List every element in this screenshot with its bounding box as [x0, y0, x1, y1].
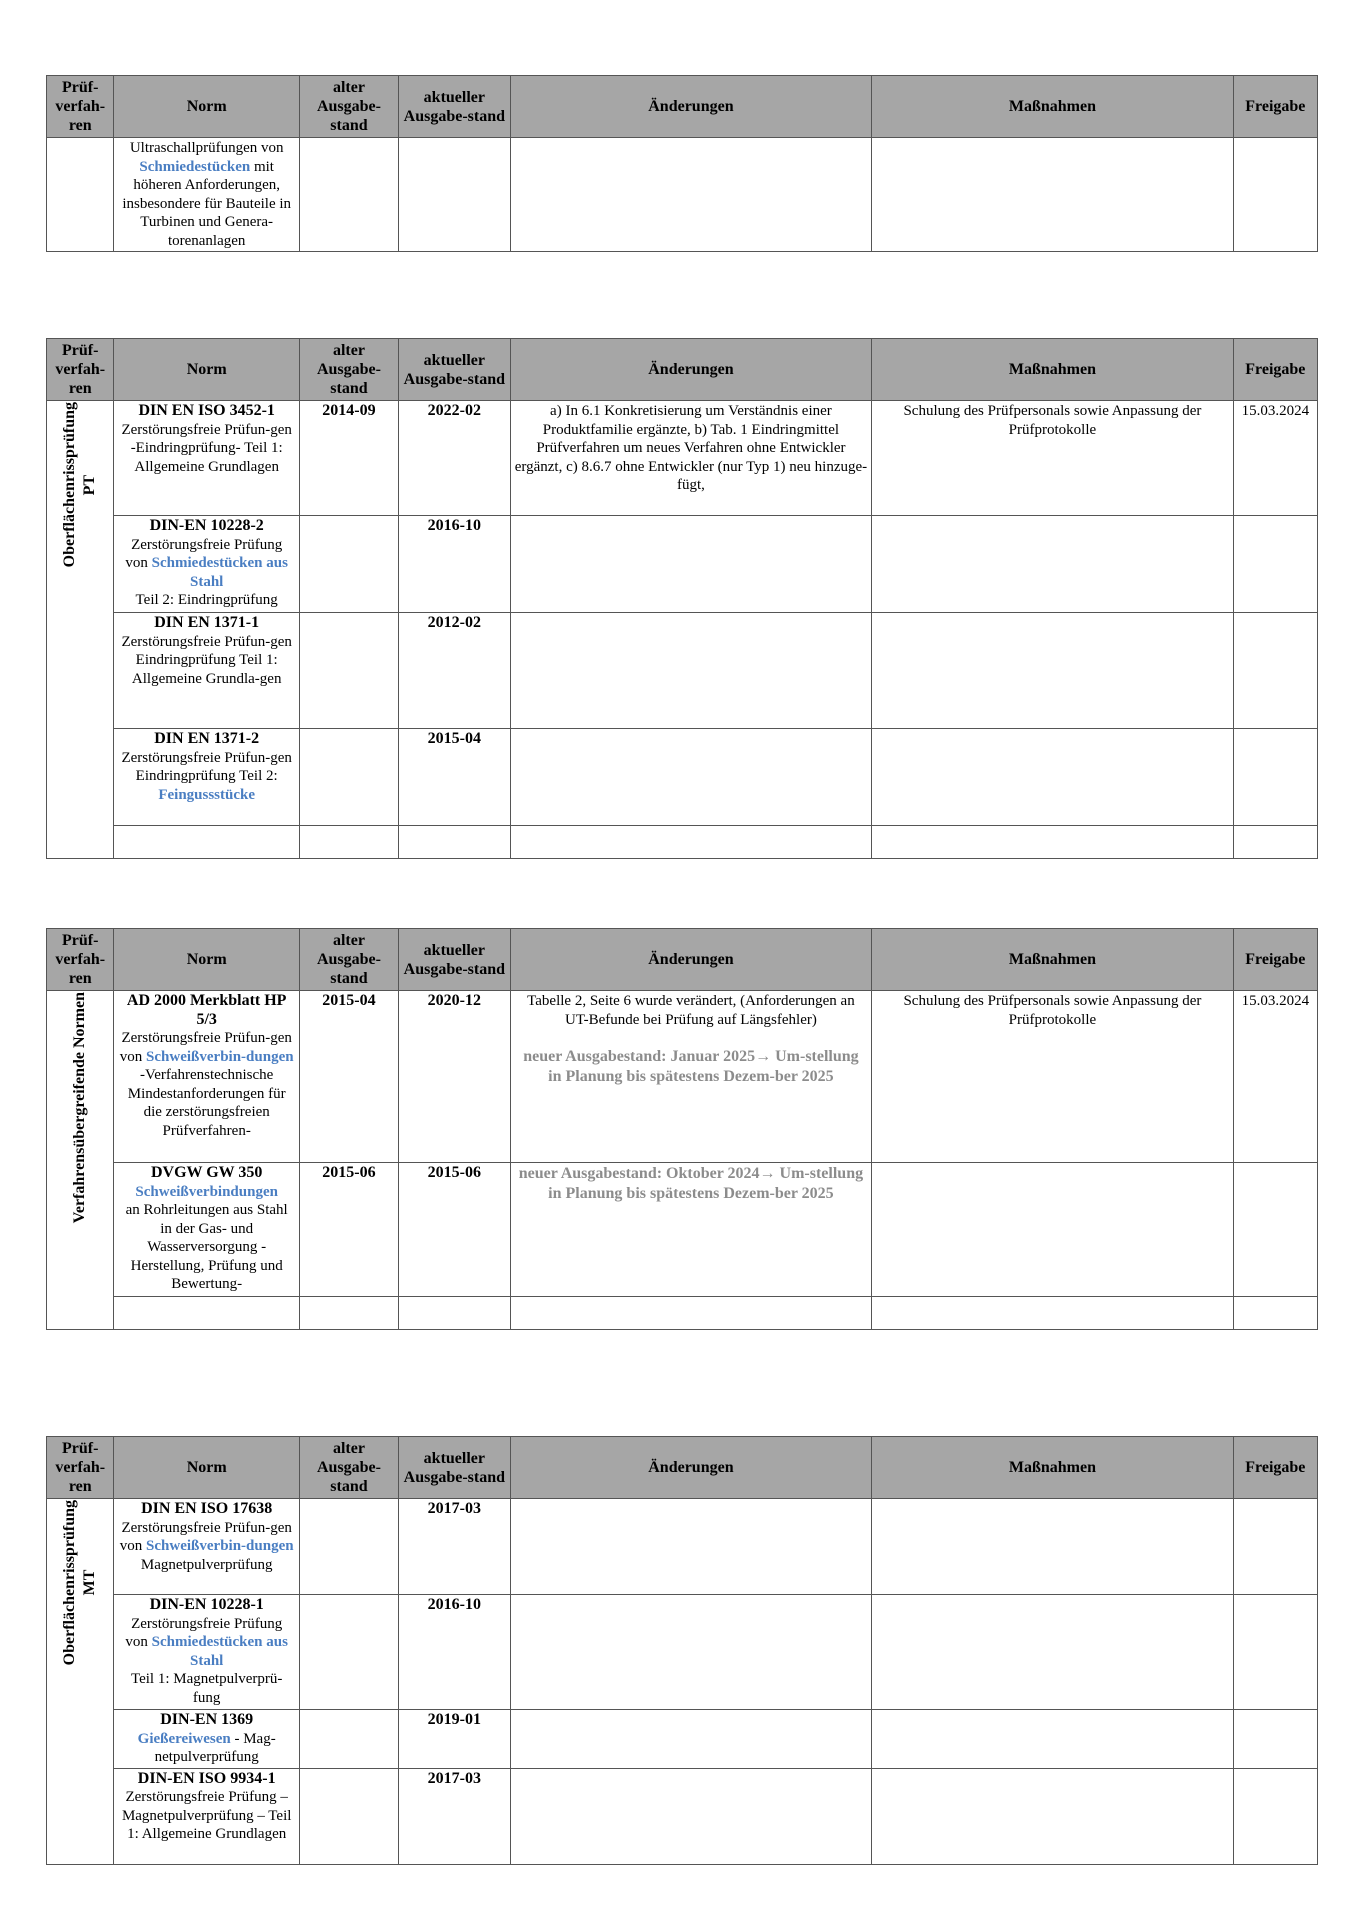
table-row: [47, 138, 1318, 252]
table-row: [47, 729, 1318, 826]
table-row: [47, 1595, 1318, 1710]
header-verfahren: Prüf-verfah-ren: [47, 339, 114, 401]
norm-cell: DIN-EN 10228-2 Zerstörungsfreie Prüfung von Schmiedestücken aus Stahl Teil 2: Eindringprüfung: [114, 516, 299, 613]
aenderungen-text: neuer Ausgabestand: Oktober 2024→ Um-stellung in Planung bis spätestens Dezem-ber 2025: [510, 1163, 871, 1297]
header-norm: Norm: [114, 339, 299, 401]
table-ut: [46, 75, 1318, 252]
header-aenderungen: Änderungen: [510, 1437, 871, 1499]
freigabe-date: 15.03.2024: [1233, 991, 1317, 1163]
header-aenderungen: Änderungen: [510, 339, 871, 401]
header-massnahmen: Maßnahmen: [872, 339, 1233, 401]
table-row: [47, 1768, 1318, 1864]
norm-cell: DIN EN ISO 17638 Zerstörungsfreie Prüfun-gen von Schweißverbin-dungen Magnetpulverprüfung: [114, 1499, 299, 1595]
header-massnahmen: Maßnahmen: [872, 929, 1233, 991]
header-aktueller: aktueller Ausgabe-stand: [398, 1437, 510, 1499]
header-alter: alter Ausgabe-stand: [299, 1437, 398, 1499]
header-norm: Norm: [114, 1437, 299, 1499]
header-freigabe: Freigabe: [1233, 76, 1317, 138]
aktueller-stand: 2016-10: [398, 1595, 510, 1710]
table-row: [47, 1710, 1318, 1769]
aktueller-stand: 2020-12: [398, 991, 510, 1163]
table-pt: [46, 338, 1318, 859]
table-row: [47, 991, 1318, 1163]
header-massnahmen: Maßnahmen: [872, 1437, 1233, 1499]
norm-cell: AD 2000 Merkblatt HP 5/3 Zerstörungsfreie Prüfun-gen von Schweißverbin-dungen -Verfahrenstechnische Mindestanforderungen für die zerstörungsfreien Prüfverfahren-: [114, 991, 299, 1163]
table-row: [47, 613, 1318, 729]
aenderungen-text: Tabelle 2, Seite 6 wurde verändert, (Anforderungen an UT-Befunde bei Prüfung auf Längsfehler) neuer Ausgabestand: Januar 2025→ Um-stellung in Planung bis spätestens Dezem-ber 2025: [510, 991, 871, 1163]
header-alter: alter Ausgabe-stand: [299, 339, 398, 401]
header-freigabe: Freigabe: [1233, 929, 1317, 991]
header-massnahmen: Maßnahmen: [872, 76, 1233, 138]
verfahren-label: Verfahrensübergreifende Normen: [47, 991, 114, 1330]
header-alter: alter Ausgabe-stand: [299, 929, 398, 991]
table-row: [47, 401, 1318, 516]
alter-stand: 2015-04: [299, 991, 398, 1163]
aktueller-stand: 2016-10: [398, 516, 510, 613]
verfahren-label: Oberflächenrissprüfung PT: [47, 401, 114, 859]
norm-cell: DIN EN 1371-1 Zerstörungsfreie Prüfun-gen Eindringprüfung Teil 1: Allgemeine Grundla-gen: [114, 613, 299, 729]
table-mt: [46, 1436, 1318, 1865]
table-header: [47, 339, 1318, 401]
header-verfahren: Prüf-verfah-ren: [47, 1437, 114, 1499]
norm-cell: DVGW GW 350 Schweißverbindungen an Rohrleitungen aus Stahl in der Gas- und Wasserversorgung -Herstellung, Prüfung und Bewertung-: [114, 1163, 299, 1297]
header-verfahren: Prüf-verfah-ren: [47, 76, 114, 138]
alter-stand: 2015-06: [299, 1163, 398, 1297]
norm-cell: DIN-EN 1369 Gießereiwesen - Mag-netpulverprüfung: [114, 1710, 299, 1769]
aktueller-stand: 2017-03: [398, 1768, 510, 1864]
header-norm: Norm: [114, 929, 299, 991]
table-row: [47, 1163, 1318, 1297]
aktueller-stand: 2019-01: [398, 1710, 510, 1769]
header-aktueller: aktueller Ausgabe-stand: [398, 339, 510, 401]
verfahren-label: Oberflächenrissprüfung MT: [47, 1499, 114, 1865]
header-aenderungen: Änderungen: [510, 929, 871, 991]
aktueller-stand: 2015-06: [398, 1163, 510, 1297]
norm-cell: DIN-EN ISO 9934-1 Zerstörungsfreie Prüfung – Magnetpulverprüfung – Teil 1: Allgemeine Grundlagen: [114, 1768, 299, 1864]
header-freigabe: Freigabe: [1233, 1437, 1317, 1499]
header-aktueller: aktueller Ausgabe-stand: [398, 76, 510, 138]
freigabe-date: 15.03.2024: [1233, 401, 1317, 516]
norm-cell: DIN EN ISO 3452-1 Zerstörungsfreie Prüfun-gen -Eindringprüfung- Teil 1: Allgemeine Grundlagen: [114, 401, 299, 516]
aktueller-stand: 2022-02: [398, 401, 510, 516]
table-verfahrensuebergreifend: [46, 928, 1318, 1330]
table-row-empty: [47, 826, 1318, 859]
header-verfahren: Prüf-verfah-ren: [47, 929, 114, 991]
table-header: [47, 929, 1318, 991]
alter-stand: 2014-09: [299, 401, 398, 516]
aktueller-stand: 2015-04: [398, 729, 510, 826]
header-freigabe: Freigabe: [1233, 339, 1317, 401]
header-norm: Norm: [114, 76, 299, 138]
table-header: [47, 76, 1318, 138]
header-aenderungen: Änderungen: [510, 76, 871, 138]
table-row-empty: [47, 1297, 1318, 1330]
header-aktueller: aktueller Ausgabe-stand: [398, 929, 510, 991]
aenderungen-text: a) In 6.1 Konkretisierung um Verständnis einer Produktfamilie ergänzte, b) Tab. 1 Eindringmittel Prüfverfahren um neues Verfahren ohne Entwickler ergänzt, c) 8.6.7 ohne Entwickler (nur Typ 1) neu hinzuge-fügt,: [510, 401, 871, 516]
header-alter: alter Ausgabe-stand: [299, 76, 398, 138]
table-row: [47, 1499, 1318, 1595]
massnahmen-text: Schulung des Prüfpersonals sowie Anpassung der Prüfprotokolle: [872, 401, 1233, 516]
norm-cell: DIN EN 1371-2 Zerstörungsfreie Prüfun-gen Eindringprüfung Teil 2: Feingussstücke: [114, 729, 299, 826]
aktueller-stand: 2017-03: [398, 1499, 510, 1595]
norm-cell: DIN-EN 10228-1 Zerstörungsfreie Prüfung von Schmiedestücken aus Stahl Teil 1: Magnetpulverprü-fung: [114, 1595, 299, 1710]
aktueller-stand: 2012-02: [398, 613, 510, 729]
table-row: [47, 516, 1318, 613]
massnahmen-text: Schulung des Prüfpersonals sowie Anpassung der Prüfprotokolle: [872, 991, 1233, 1163]
table-header: [47, 1437, 1318, 1499]
norm-cell: Ultraschallprüfungen von Schmiedestücken mit höheren Anforderungen, insbesondere für Bauteile in Turbinen und Genera-torenanlagen: [114, 138, 299, 252]
